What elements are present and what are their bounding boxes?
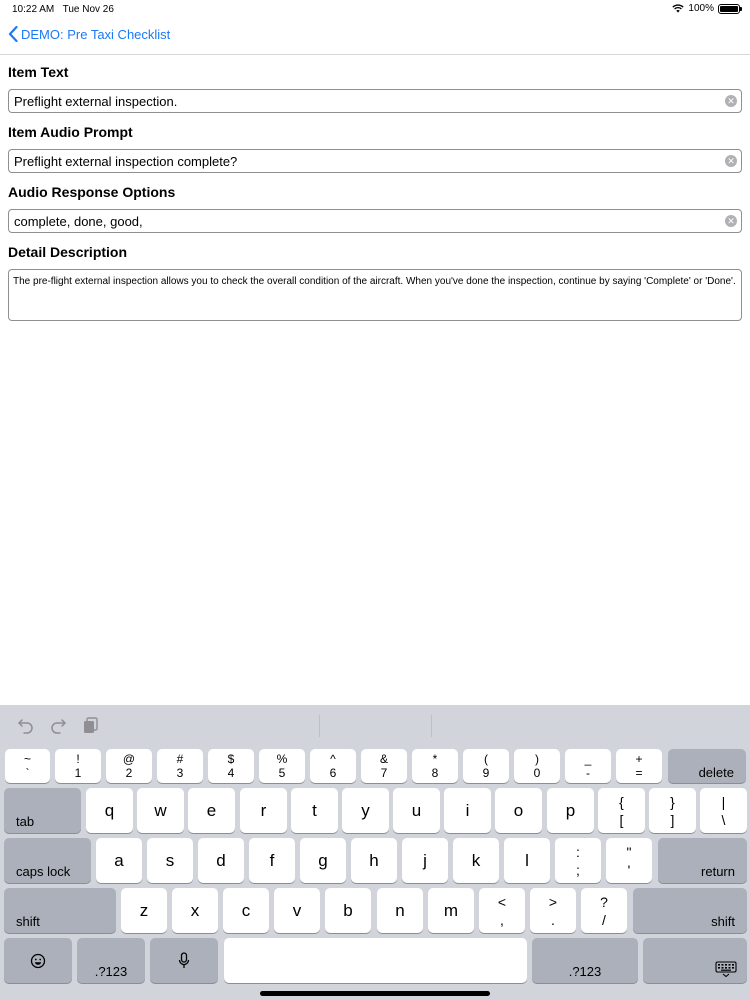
key-9[interactable]: ( 9 (463, 749, 509, 783)
key-5[interactable]: % 5 (259, 749, 305, 783)
key-a[interactable]: a (96, 838, 142, 883)
key-z[interactable]: z (121, 888, 167, 933)
key-e[interactable]: e (188, 788, 235, 833)
key-v[interactable]: v (274, 888, 320, 933)
key-c[interactable]: c (223, 888, 269, 933)
key-m[interactable]: m (428, 888, 474, 933)
mic-icon (178, 952, 190, 969)
key-x[interactable]: x (172, 888, 218, 933)
key-backslash[interactable]: | \ (700, 788, 747, 833)
response-options-value: complete, done, good, (14, 214, 143, 229)
key-i[interactable]: i (444, 788, 491, 833)
battery-icon (718, 4, 740, 14)
status-right (672, 3, 740, 14)
key-1[interactable]: ! 1 (55, 749, 101, 783)
redo-icon[interactable] (49, 716, 67, 734)
tab-key[interactable]: tab (4, 788, 81, 833)
key-k[interactable]: k (453, 838, 499, 883)
numbers-key-right[interactable]: .?123 (532, 938, 638, 983)
detail-description-label: Detail Description (8, 244, 128, 260)
chevron-left-icon (8, 26, 18, 42)
key-u[interactable]: u (393, 788, 440, 833)
key-r[interactable]: r (240, 788, 287, 833)
return-key[interactable]: return (658, 838, 747, 883)
key-equals[interactable]: + = (616, 749, 662, 783)
key-period[interactable]: > . (530, 888, 576, 933)
key-quote[interactable]: " ' (606, 838, 652, 883)
shift-key-left[interactable]: shift (4, 888, 116, 933)
emoji-icon (30, 953, 46, 969)
numbers-key-left[interactable]: .?123 (77, 938, 145, 983)
response-options-label: Audio Response Options (8, 184, 176, 200)
space-bar[interactable] (224, 938, 527, 983)
delete-key[interactable]: delete (668, 749, 746, 783)
keyboard-dismiss-icon (715, 961, 737, 977)
keyboard (0, 705, 750, 1000)
key-bracket-right[interactable]: } ] (649, 788, 696, 833)
status-time-date: 10:22 AM Tue Nov 26 (12, 4, 114, 15)
key-minus[interactable]: _ - (565, 749, 611, 783)
back-button[interactable] (8, 26, 170, 42)
item-text-field[interactable] (8, 89, 742, 113)
key-comma[interactable]: < , (479, 888, 525, 933)
key-g[interactable]: g (300, 838, 346, 883)
key-slash[interactable]: ? / (581, 888, 627, 933)
shift-key-right[interactable]: shift (633, 888, 747, 933)
audio-prompt-value: Preflight external inspection complete? (14, 154, 238, 169)
undo-icon[interactable] (17, 716, 35, 734)
wifi-icon (672, 4, 684, 13)
key-n[interactable]: n (377, 888, 423, 933)
audio-prompt-label: Item Audio Prompt (8, 124, 133, 140)
key-f[interactable]: f (249, 838, 295, 883)
emoji-key[interactable] (4, 938, 72, 983)
clear-icon[interactable]: ✕ (725, 215, 737, 227)
battery-percent: 100% (688, 3, 714, 14)
caps-lock-key[interactable]: caps lock (4, 838, 91, 883)
clear-icon[interactable]: ✕ (725, 95, 737, 107)
back-button-label: DEMO: Pre Taxi Checklist (21, 26, 171, 42)
audio-prompt-field[interactable] (8, 149, 742, 173)
key-0[interactable]: ) 0 (514, 749, 560, 783)
navigation-bar (0, 20, 750, 55)
assistant-divider (319, 715, 320, 737)
key-bracket-left[interactable]: { [ (598, 788, 645, 833)
key-backtick[interactable]: ~ ` (5, 749, 50, 783)
keyboard-assistant-bar (0, 705, 750, 745)
key-h[interactable]: h (351, 838, 397, 883)
response-options-field[interactable] (8, 209, 742, 233)
key-y[interactable]: y (342, 788, 389, 833)
keyboard-dismiss-key[interactable] (643, 938, 747, 983)
key-b[interactable]: b (325, 888, 371, 933)
key-t[interactable]: t (291, 788, 338, 833)
dictation-key[interactable] (150, 938, 218, 983)
clear-icon[interactable]: ✕ (725, 155, 737, 167)
key-3[interactable]: # 3 (157, 749, 203, 783)
key-2[interactable]: @ 2 (106, 749, 152, 783)
home-indicator (260, 991, 490, 996)
key-6[interactable]: ^ 6 (310, 749, 356, 783)
key-8[interactable]: * 8 (412, 749, 458, 783)
status-bar (0, 0, 750, 20)
assistant-divider (431, 715, 432, 737)
key-o[interactable]: o (495, 788, 542, 833)
item-text-value: Preflight external inspection. (14, 94, 178, 109)
key-j[interactable]: j (402, 838, 448, 883)
detail-description-textarea[interactable]: The pre-flight external inspection allows you to check the overall condition of the aircraft. When you've done the inspection, continue by saying 'Complete' or 'Done'. (8, 269, 742, 321)
key-s[interactable]: s (147, 838, 193, 883)
paste-icon[interactable] (82, 716, 100, 734)
key-w[interactable]: w (137, 788, 184, 833)
key-4[interactable]: $ 4 (208, 749, 254, 783)
key-q[interactable]: q (86, 788, 133, 833)
key-l[interactable]: l (504, 838, 550, 883)
key-7[interactable]: & 7 (361, 749, 407, 783)
key-d[interactable]: d (198, 838, 244, 883)
key-p[interactable]: p (547, 788, 594, 833)
item-text-label: Item Text (8, 64, 69, 80)
key-semicolon[interactable]: : ; (555, 838, 601, 883)
